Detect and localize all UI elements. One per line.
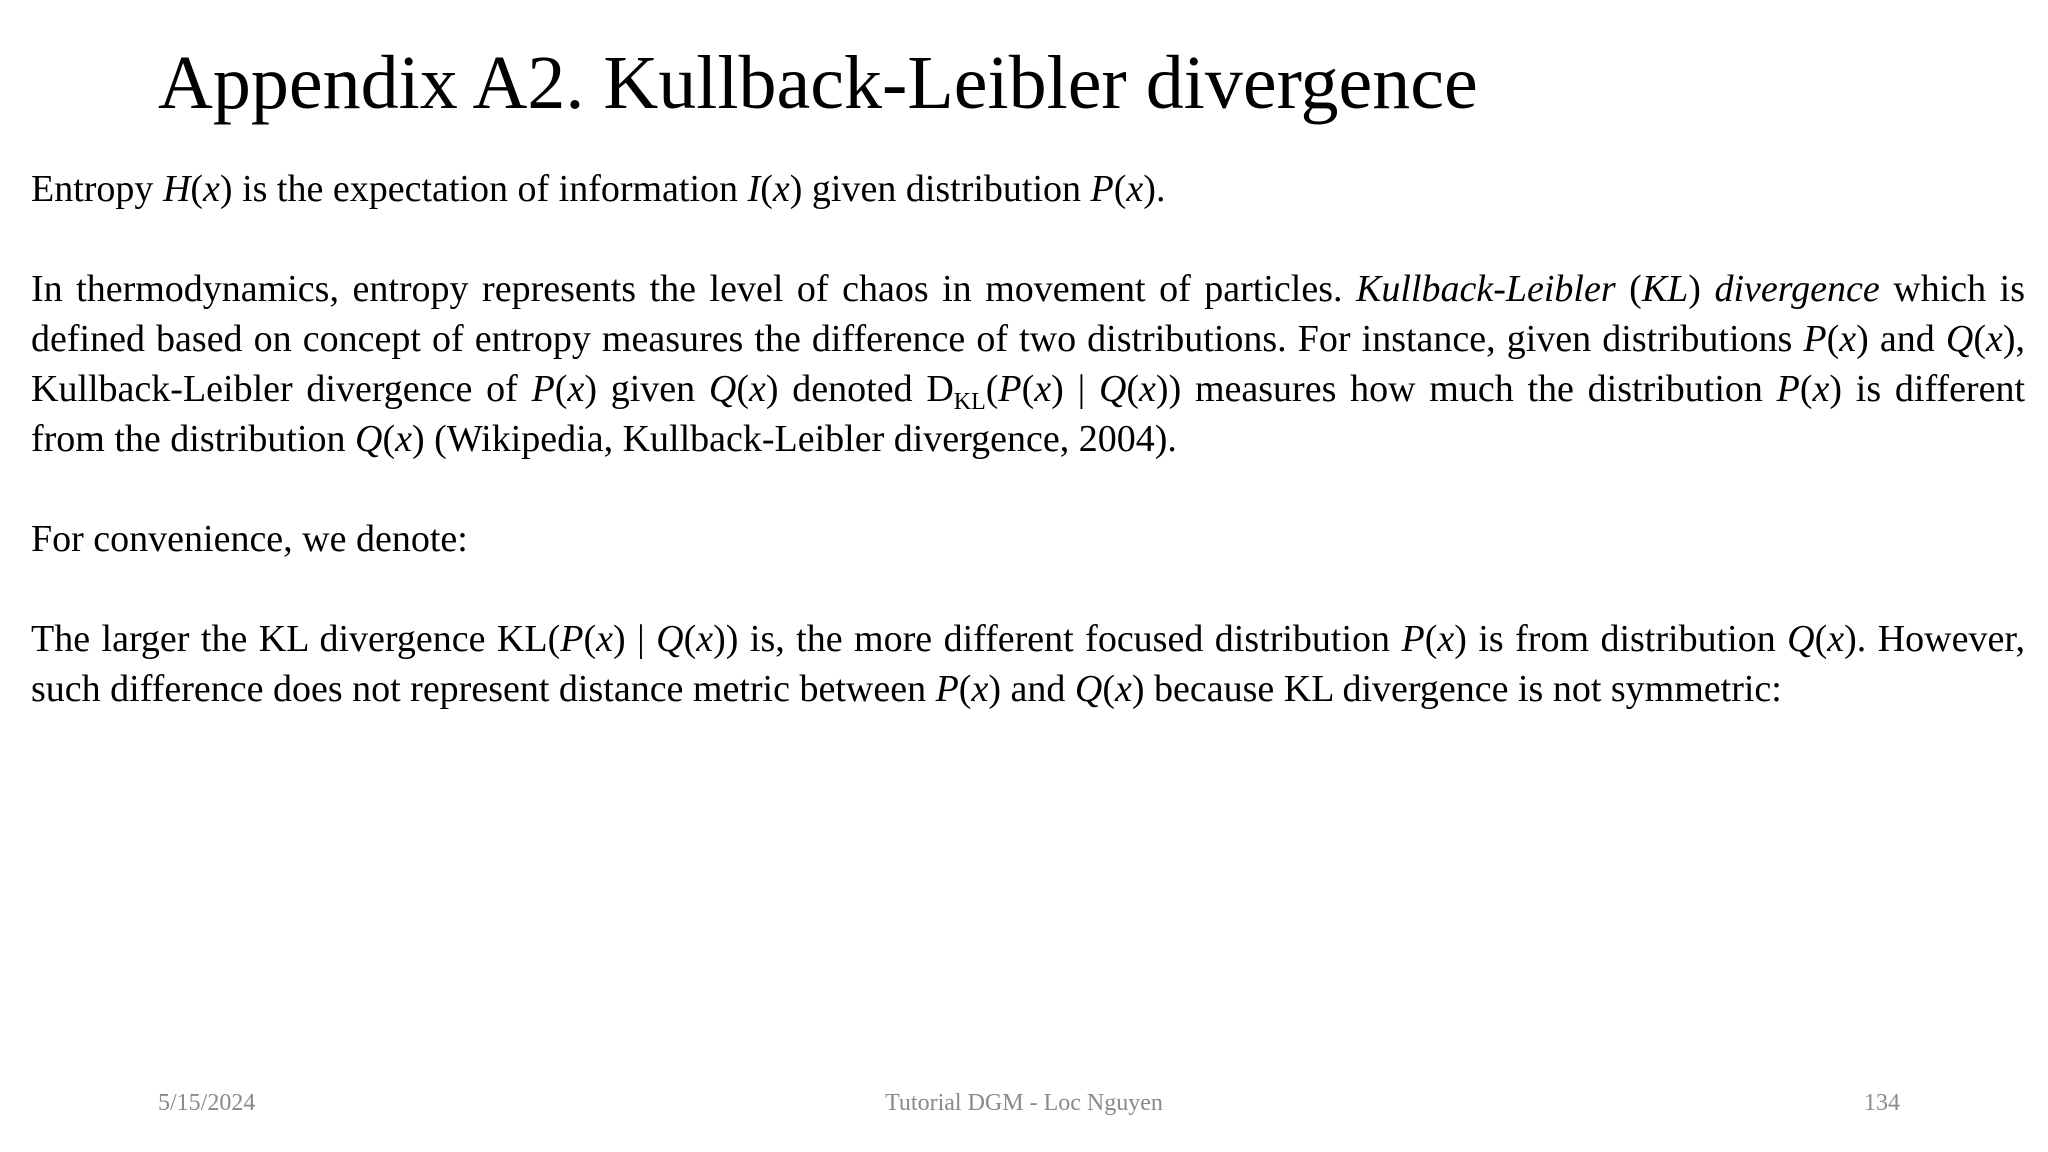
page-number: 134 (1864, 1090, 1900, 1116)
convenience-paragraph: For convenience, we denote: (31, 518, 468, 560)
kl-subscript: KL (953, 389, 986, 415)
footer-date: 5/15/2024 (158, 1090, 256, 1116)
paragraph-spacer (31, 464, 2025, 514)
slide-title: Appendix A2. Kullback-Leibler divergence (158, 41, 1478, 125)
footer-title: Tutorial DGM - Loc Nguyen (885, 1090, 1163, 1116)
paragraph-spacer (31, 564, 2025, 614)
slide-body (31, 164, 2025, 714)
entropy-paragraph: Entropy H(x) is the expectation of information I(x) given distribution P(x). (31, 168, 1166, 210)
paragraph-spacer (31, 214, 2025, 264)
kl-divergence-paragraph: In thermodynamics, entropy represents the level of chaos in movement of particles. Kullback-Leibler (KL) divergence which is defined based on concept of entropy measures the difference of two distributions. For instance, given distributions P(x) and Q(x), Kullback-Leibler divergence of P(x) given Q(x) denoted $D_{KL}(P(x)$ | Q(x)) measures how much the distribution P(x) is different from the distribution Q(x) (Wikipedia, Kullback-Leibler divergence, 2004). (31, 268, 2026, 460)
asymmetry-paragraph: The larger the KL divergence KL(P(x) | Q(x)) is, the more different focused distribution P(x) is from distribution Q(x). However, such difference does not represent distance metric between P(x) and Q(x) because KL divergence is not symmetric: (31, 618, 2025, 710)
